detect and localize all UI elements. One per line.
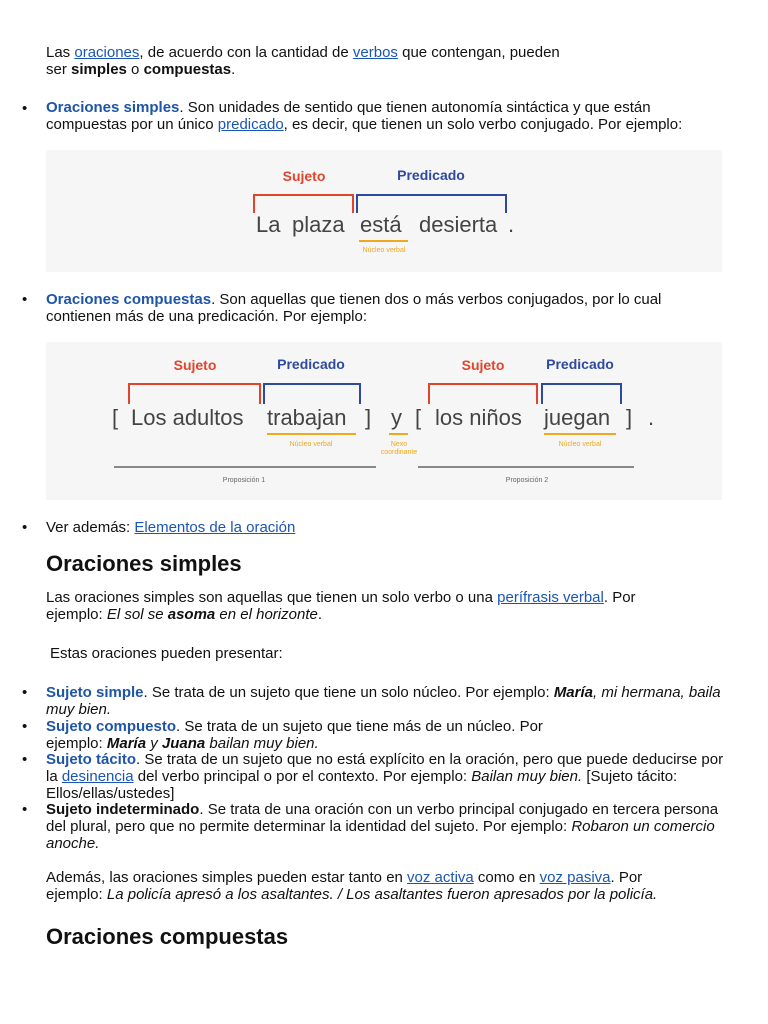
link-voz-pasiva[interactable]: voz pasiva: [539, 869, 611, 886]
nucleus-label-2: Núcleo verbal: [558, 441, 602, 448]
bullet-dot: •: [22, 684, 28, 701]
subject-bracket: [254, 195, 353, 213]
text: . Por: [603, 589, 636, 606]
bullet-dot: •: [22, 100, 28, 117]
link-perifrasis-verbal[interactable]: perífrasis verbal: [497, 589, 604, 606]
text: ejemplo:: [46, 735, 107, 752]
text: como en: [473, 869, 540, 886]
text: ser: [46, 61, 72, 78]
example: La policía apresó a los asaltantes. / Los asaltantes fueron apresados por la policía.: [106, 886, 658, 903]
text: . Se trata de una oración con un verbo principal conjugado en tercera persona del plural, pero que no permite determinar la identidad del sujeto. Por ejemplo:: [46, 801, 719, 835]
nucleus-label: Núcleo verbal: [362, 247, 406, 254]
example: Bailan muy bien.: [471, 768, 583, 785]
period: .: [508, 212, 515, 237]
example-bold: María: [106, 735, 147, 752]
word-plaza: plaza: [292, 212, 345, 237]
term-oraciones-compuestas: Oraciones compuestas: [46, 291, 212, 308]
heading-oraciones-simples: Oraciones simples: [46, 551, 242, 576]
word-la: La: [256, 212, 281, 237]
see-also: [46, 519, 736, 536]
text: . Se trata de un sujeto que tiene más de un núcleo. Por: [176, 718, 543, 735]
bullet-dot: •: [22, 291, 28, 308]
text: , es decir, que tienen un solo verbo conjugado. Por ejemplo:: [283, 116, 683, 133]
word-esta: está: [360, 212, 402, 237]
term-sujeto-compuesto: Sujeto compuesto: [46, 718, 177, 735]
bracket-open-1: [: [112, 405, 119, 430]
text: ejemplo:: [46, 606, 107, 623]
simple-sentence-diagram: [46, 150, 722, 272]
subject-label-1: Sujeto: [173, 357, 217, 373]
bold-compuestas: compuestas: [143, 61, 232, 78]
list-item-sujeto-simple: [46, 684, 736, 718]
term-sujeto-tacito: Sujeto tácito: [46, 751, 137, 768]
text: que contengan, pueden: [397, 44, 560, 61]
nucleus-label-1: Núcleo verbal: [289, 441, 333, 448]
text: . Por: [610, 869, 643, 886]
subject-bracket-1: [129, 384, 260, 404]
link-elementos-oracion[interactable]: Elementos de la oración: [134, 519, 296, 536]
heading-oraciones-compuestas: Oraciones compuestas: [46, 924, 289, 949]
proposition-2-label: Proposición 2: [505, 477, 549, 484]
word-juegan: juegan: [544, 405, 611, 430]
example-bold: María: [553, 684, 593, 701]
text: . Se trata de un sujeto que tiene un solo núcleo. Por ejemplo:: [143, 684, 554, 701]
text: .: [317, 606, 323, 623]
text: . Son aquellas que tienen dos o más verbos conjugados, por lo cual contienen más de una predicación. Por ejemplo:: [46, 291, 662, 325]
example: Robaron un comercio anoche.: [46, 818, 715, 852]
subject-label-2: Sujeto: [461, 357, 505, 373]
text: Las: [46, 44, 75, 61]
example-bold: Juana: [161, 735, 206, 752]
link-verbos[interactable]: verbos: [352, 44, 398, 61]
predicate-label: Predicado: [397, 167, 465, 183]
word-trabajan: trabajan: [267, 405, 347, 430]
words-los-ninos: los niños: [435, 405, 522, 430]
term-sujeto-simple: Sujeto simple: [46, 684, 144, 701]
simples-paragraph: [46, 589, 736, 623]
bold-simples: simples: [71, 61, 127, 78]
example: y: [146, 735, 162, 752]
predicate-bracket: [357, 195, 506, 213]
predicate-bracket-1: [264, 384, 360, 404]
word-desierta: desierta: [419, 212, 498, 237]
term-sujeto-indeterminado: Sujeto indeterminado: [46, 801, 200, 818]
bullet-oraciones-simples: [46, 99, 726, 133]
bullet-dot: •: [22, 751, 28, 768]
text: Las oraciones simples son aquellas que tienen un solo verbo o una: [46, 589, 498, 606]
list-item-sujeto-tacito: [46, 751, 726, 802]
link-oraciones[interactable]: oraciones: [74, 44, 140, 61]
example: bailan muy bien.: [205, 735, 319, 752]
predicate-bracket-2: [542, 384, 621, 404]
bullet-dot: •: [22, 718, 28, 735]
subject-label: Sujeto: [282, 168, 326, 184]
figure-compound-sentence: [46, 342, 722, 500]
link-desinencia[interactable]: desinencia: [61, 768, 134, 785]
words-los-adultos: Los adultos: [131, 405, 244, 430]
nexo-label-line1: Nexo: [390, 441, 408, 448]
bracket-close-2: ]: [626, 405, 633, 430]
text: o: [126, 61, 144, 78]
example-bold: asoma: [167, 606, 216, 623]
bracket-open-2: [: [415, 405, 422, 430]
link-predicado[interactable]: predicado: [217, 116, 284, 133]
intro-paragraph: [46, 44, 736, 78]
voz-paragraph: [46, 869, 736, 903]
bullet-oraciones-compuestas: [46, 291, 726, 325]
figure-simple-sentence: [46, 150, 722, 272]
list-item-sujeto-indeterminado: [46, 801, 726, 852]
simples-presentar: Estas oraciones pueden presentar:: [50, 645, 283, 662]
text: del verbo principal o por el contexto. Por ejemplo:: [133, 768, 472, 785]
period: .: [648, 405, 655, 430]
example: El sol se: [106, 606, 168, 623]
word-y: y: [391, 405, 402, 430]
link-voz-activa[interactable]: voz activa: [407, 869, 474, 886]
subject-bracket-2: [429, 384, 537, 404]
predicate-label-2: Predicado: [546, 356, 614, 372]
nexo-label-line2: coordinante: [380, 449, 418, 456]
compound-sentence-diagram: [46, 342, 722, 500]
text: Además, las oraciones simples pueden estar tanto en: [46, 869, 408, 886]
text: Ver además:: [46, 519, 135, 536]
text: .: [231, 61, 236, 78]
bracket-close-1: ]: [365, 405, 372, 430]
text: , de acuerdo con la cantidad de: [139, 44, 353, 61]
term-oraciones-simples: Oraciones simples: [46, 99, 180, 116]
bullet-dot: •: [22, 519, 28, 536]
bullet-dot: •: [22, 801, 28, 818]
text: ejemplo:: [46, 886, 107, 903]
example: en el horizonte: [215, 606, 318, 623]
list-item-sujeto-compuesto: [46, 718, 736, 752]
predicate-label-1: Predicado: [277, 356, 345, 372]
example: , mi hermana, baila muy bien.: [46, 684, 721, 718]
text: . Son unidades de sentido que tienen autonomía sintáctica y que están compuestas por un único: [46, 99, 651, 133]
text: [Sujeto tácito: Ellos/ellas/ustedes]: [46, 768, 678, 802]
proposition-1-label: Proposición 1: [222, 477, 266, 484]
text: . Se trata de un sujeto que no está explícito en la oración, pero que puede deducirse por la: [46, 751, 724, 785]
